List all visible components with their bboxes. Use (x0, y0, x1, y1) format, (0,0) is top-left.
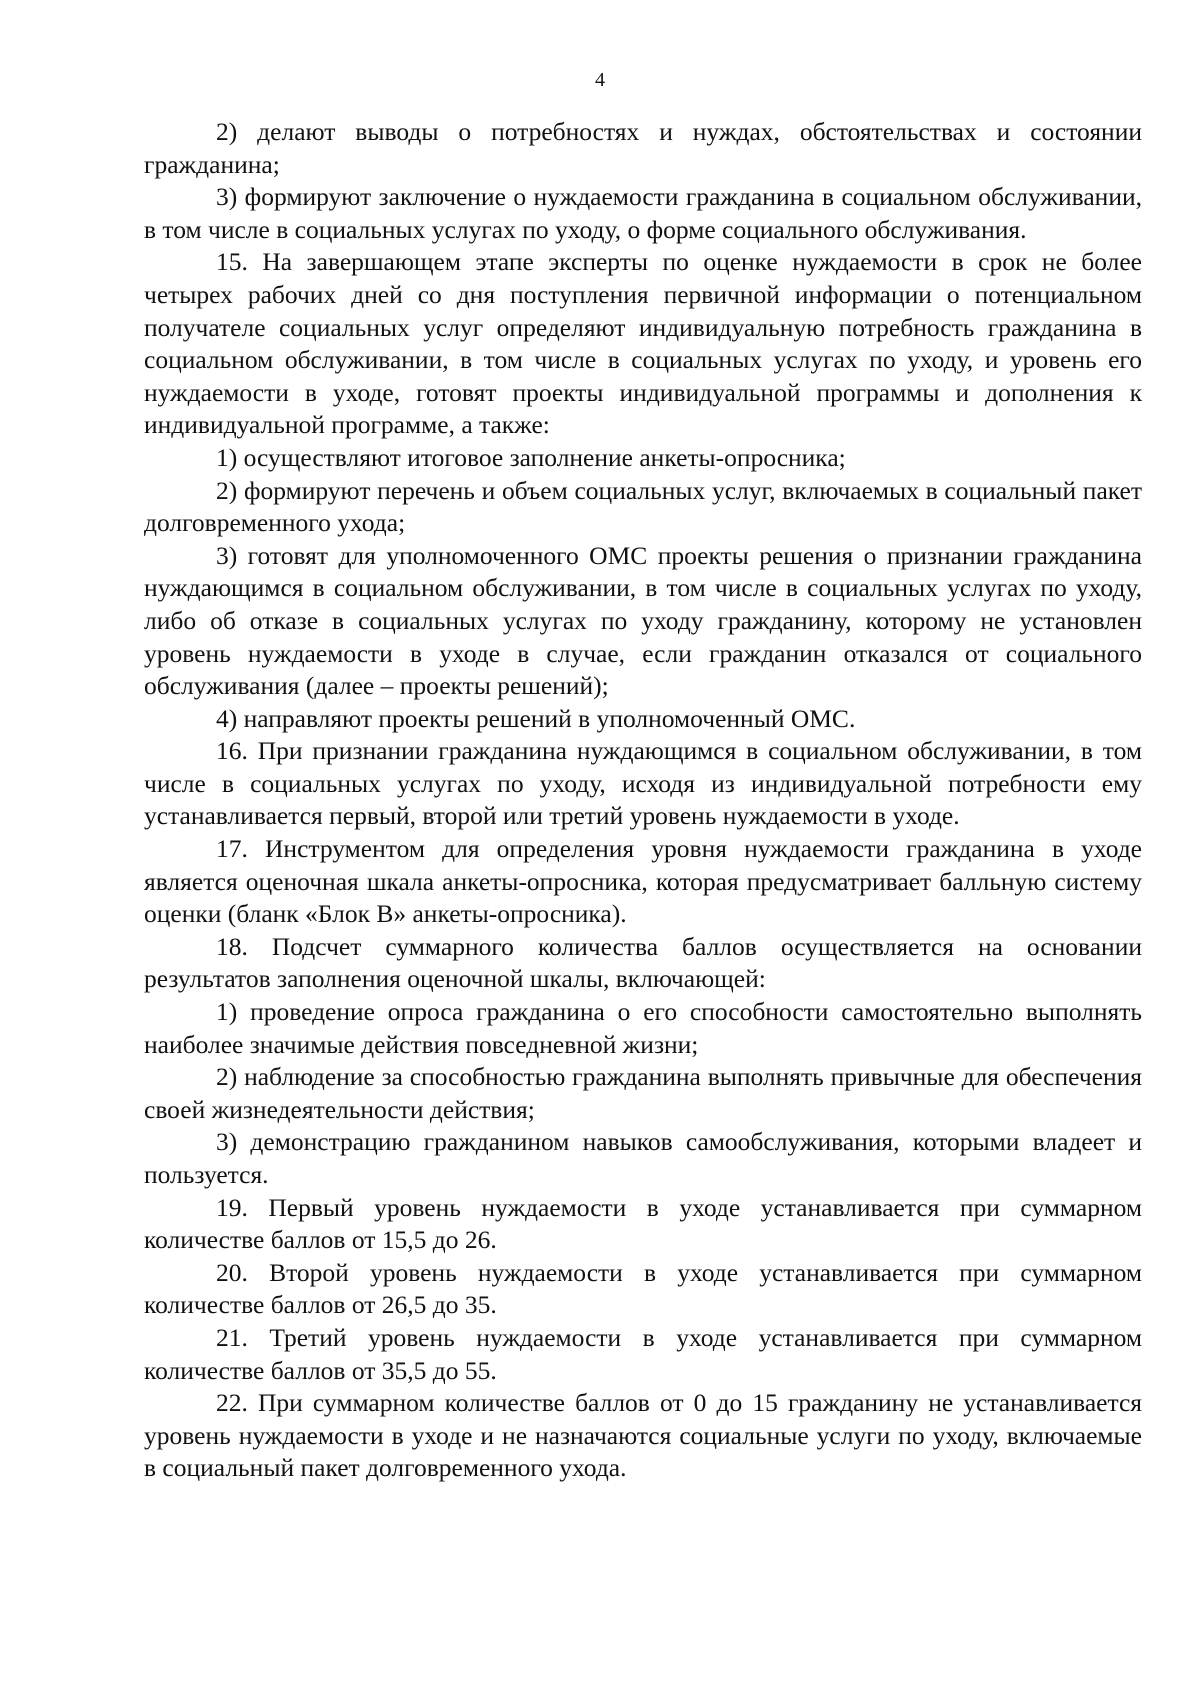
paragraph-item-4-send-decisions: 4) направляют проекты решений в уполномоченный ОМС. (216, 703, 856, 733)
page-number: 4 (595, 69, 605, 91)
paragraph-clause-21: 21. Третий уровень нуждаемости в уходе устанавливается при суммарном количестве баллов от 35,5 до 55. (144, 1322, 1142, 1385)
paragraph-item-2-observation: 2) наблюдение за способностью гражданина выполнять привычные для обеспечения своей жизнедеятельности действия; (144, 1062, 1142, 1124)
paragraph-item-1-survey: 1) проведение опроса гражданина о его способности самостоятельно выполнять наиболее значимые действия повседневной жизни; (144, 997, 1142, 1059)
paragraph-item-3-need-conclusion: 3) формируют заключение о нуждаемости гражданина в социальном обслуживании, в том числе в социальных услугах по уходу, о форме социального обслуживания. (144, 182, 1142, 244)
paragraph-clause-15: 15. На завершающем этапе эксперты по оценке нуждаемости в срок не более четырех рабочих дней со дня поступления первичной информации о потенциальном получателе социальных услуг определяют индивидуальную потребность гражданина в социальном обслуживании, в том числе в социальных услугах по уходу, и уровень его нуждаемости в уходе, готовят проекты индивидуальной программы и дополнения к индивидуальной программе, а также: (144, 247, 1142, 440)
paragraph-item-3-draft-decisions: 3) готовят для уполномоченного ОМС проекты решения о признании гражданина нуждающимся в социальном обслуживании, в том числе в социальных услугах по уходу, либо об отказе в социальных услугах по уходу гражданину, которому не установлен уровень нуждаемости в уходе в случае, если гражданин отказался от социального обслуживания (далее – проекты решений); (144, 540, 1142, 701)
paragraph-item-2-conclusions: 2) делают выводы о потребностях и нуждах, обстоятельствах и состоянии гражданина; (144, 117, 1142, 179)
paragraph-clause-20: 20. Второй уровень нуждаемости в уходе устанавливается при суммарном количестве баллов от 26,5 до 35. (144, 1257, 1142, 1320)
paragraph-clause-22: 22. При суммарном количестве баллов от 0 до 15 гражданину не устанавливается уровень нуждаемости в уходе и не назначаются социальные услуги по уходу, включаемые в социальный пакет долговременного ухода. (144, 1388, 1142, 1483)
document-body (144, 116, 1142, 1485)
paragraph-item-2-services-list: 2) формируют перечень и объем социальных услуг, включаемых в социальный пакет долговременного ухода; (144, 475, 1142, 538)
paragraph-item-3-demonstration: 3) демонстрацию гражданином навыков самообслуживания, которыми владеет и пользуется. (144, 1127, 1142, 1189)
paragraph-clause-18: 18. Подсчет суммарного количества баллов осуществляется на основании результатов заполнения оценочной шкалы, включающей: (144, 931, 1142, 994)
paragraph-clause-16: 16. При признании гражданина нуждающимся в социальном обслуживании, в том числе в социальных услугах по уходу, исходя из индивидуальной потребности ему устанавливается первый, второй или третий уровень нуждаемости в уходе. (144, 736, 1142, 831)
paragraph-clause-19: 19. Первый уровень нуждаемости в уходе устанавливается при суммарном количестве баллов от 15,5 до 26. (144, 1192, 1142, 1255)
paragraph-clause-17: 17. Инструментом для определения уровня нуждаемости гражданина в уходе является оценочная шкала анкеты-опросника, которая предусматривает балльную систему оценки (бланк «Блок В» анкеты-опросника). (144, 834, 1142, 929)
paragraph-item-1-questionnaire: 1) осуществляют итоговое заполнение анкеты-опросника; (216, 442, 846, 472)
